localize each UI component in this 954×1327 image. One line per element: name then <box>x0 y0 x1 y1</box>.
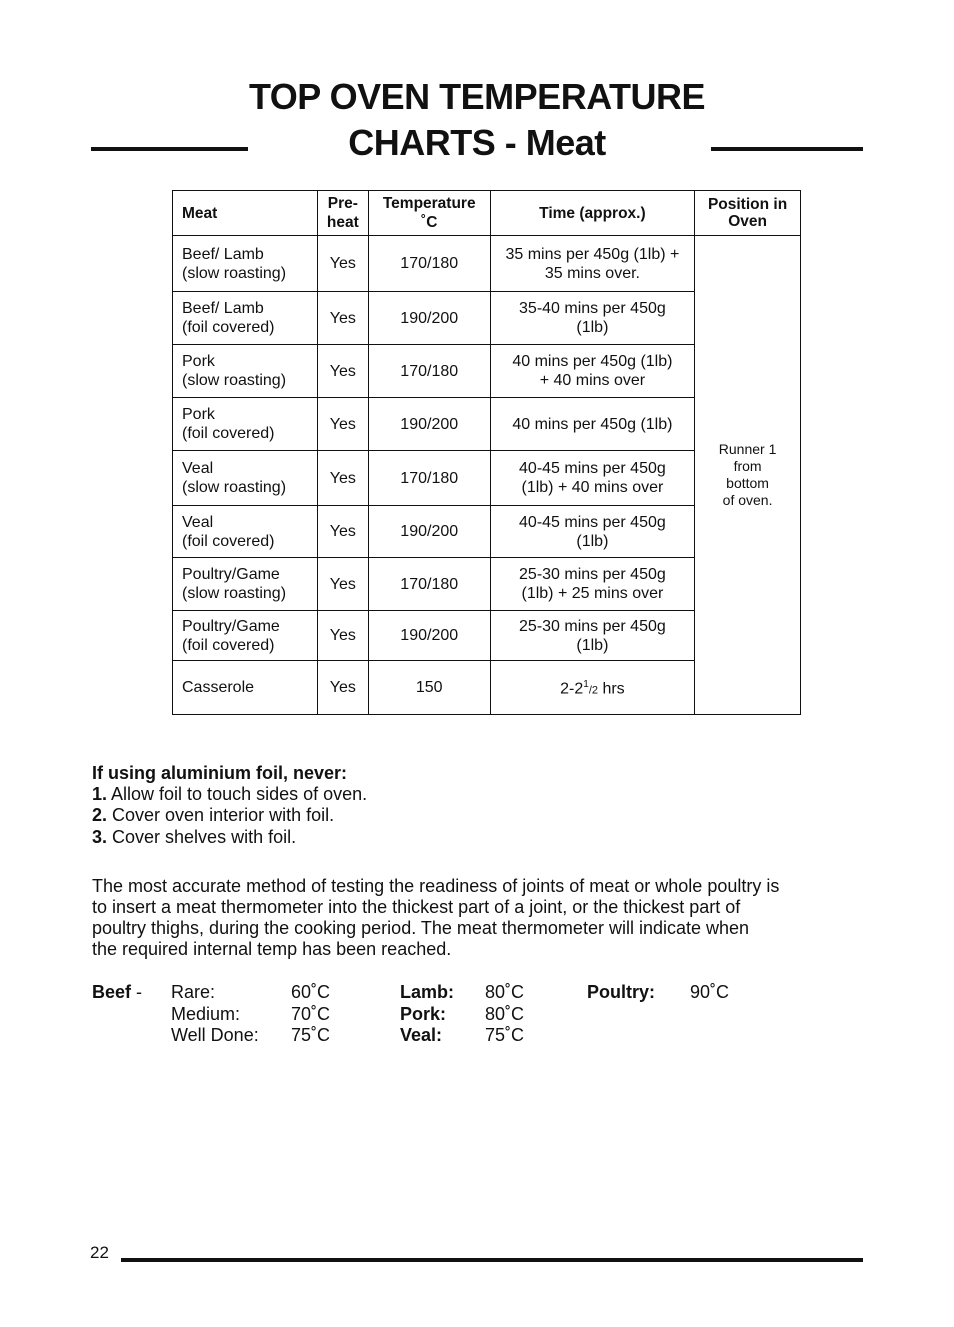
cell-temperature: 190/200 <box>368 506 490 558</box>
cell-preheat: Yes <box>317 345 368 398</box>
cell-meat: Veal (foil covered) <box>173 506 318 558</box>
page-number: 22 <box>90 1243 109 1262</box>
page-title-line-1: TOP OVEN TEMPERATURE <box>248 76 706 117</box>
cell-temperature: 170/180 <box>368 558 490 611</box>
poultry-value: 90˚C <box>690 982 730 1002</box>
thermometer-paragraph: The most accurate method of testing the readiness of joints of meat or whole poultry is to insert a meat thermometer into the thickest part of a joint, or the thickest part of poultry thighs, during the cooking period. The meat thermometer will indicate when the required internal temp has been reached. <box>92 876 780 959</box>
foil-note-item: 3. Cover shelves with foil. <box>92 827 297 847</box>
cell-temperature: 190/200 <box>368 611 490 661</box>
cell-temperature: 150 <box>368 661 490 715</box>
beef-label: Beef - <box>92 982 143 1002</box>
meat-values: 80˚C 80˚C 75˚C <box>485 982 525 1045</box>
cell-time: 25-30 mins per 450g (1lb) + 25 mins over <box>490 558 694 611</box>
title-rule-left <box>91 147 248 151</box>
cell-time: 40 mins per 450g (1lb) <box>490 398 694 451</box>
cell-time: 25-30 mins per 450g (1lb) <box>490 611 694 661</box>
cell-temperature: 170/180 <box>368 451 490 506</box>
cell-meat: Poultry/Game (foil covered) <box>173 611 318 661</box>
foil-notes-heading: If using aluminium foil, never: <box>92 763 348 783</box>
header-position: Position in Oven <box>695 191 801 236</box>
cell-meat: Beef/ Lamb (foil covered) <box>173 292 318 345</box>
header-meat: Meat <box>173 191 318 236</box>
cell-position: Runner 1 from bottom of oven. <box>695 236 801 715</box>
page-title <box>0 74 954 166</box>
foil-note-item: 1. Allow foil to touch sides of oven. <box>92 784 368 804</box>
cell-meat: Veal (slow roasting) <box>173 451 318 506</box>
header-temperature: Temperature ˚C <box>368 191 490 236</box>
cell-preheat: Yes <box>317 661 368 715</box>
meat-temperature-table <box>172 190 801 715</box>
meat-labels: Lamb: Pork: Veal: <box>400 982 454 1045</box>
cell-time: 35 mins per 450g (1lb) + 35 mins over. <box>490 236 694 292</box>
table-header-row <box>173 191 801 236</box>
cell-time: 40-45 mins per 450g (1lb) + 40 mins over <box>490 451 694 506</box>
cell-temperature: 190/200 <box>368 398 490 451</box>
cell-time: 40 mins per 450g (1lb) + 40 mins over <box>490 345 694 398</box>
cell-preheat: Yes <box>317 451 368 506</box>
title-rule-right <box>711 147 863 151</box>
foil-note-item: 2. Cover oven interior with foil. <box>92 805 335 825</box>
cell-preheat: Yes <box>317 398 368 451</box>
header-time: Time (approx.) <box>490 191 694 236</box>
poultry-label: Poultry: <box>587 982 656 1002</box>
cell-temperature: 170/180 <box>368 345 490 398</box>
beef-doneness-labels: Rare: Medium: Well Done: <box>171 982 259 1045</box>
cell-meat: Pork (foil covered) <box>173 398 318 451</box>
page-title-line-2: CHARTS - Meat <box>348 122 606 163</box>
footer-rule <box>121 1258 863 1262</box>
beef-doneness-values: 60˚C 70˚C 75˚C <box>291 982 331 1045</box>
cell-preheat: Yes <box>317 611 368 661</box>
table-row <box>173 236 801 292</box>
cell-preheat: Yes <box>317 558 368 611</box>
cell-time: 40-45 mins per 450g (1lb) <box>490 506 694 558</box>
cell-time: 35-40 mins per 450g (1lb) <box>490 292 694 345</box>
cell-time: $2-2^1/2$ hrs <box>490 661 694 715</box>
cell-preheat: Yes <box>317 506 368 558</box>
cell-preheat: Yes <box>317 236 368 292</box>
cell-meat: Casserole <box>173 661 318 715</box>
cell-meat: Pork (slow roasting) <box>173 345 318 398</box>
cell-meat: Poultry/Game (slow roasting) <box>173 558 318 611</box>
header-preheat: Pre- heat <box>317 191 368 236</box>
cell-temperature: 170/180 <box>368 236 490 292</box>
cell-temperature: 190/200 <box>368 292 490 345</box>
cell-meat: Beef/ Lamb (slow roasting) <box>173 236 318 292</box>
cell-preheat: Yes <box>317 292 368 345</box>
